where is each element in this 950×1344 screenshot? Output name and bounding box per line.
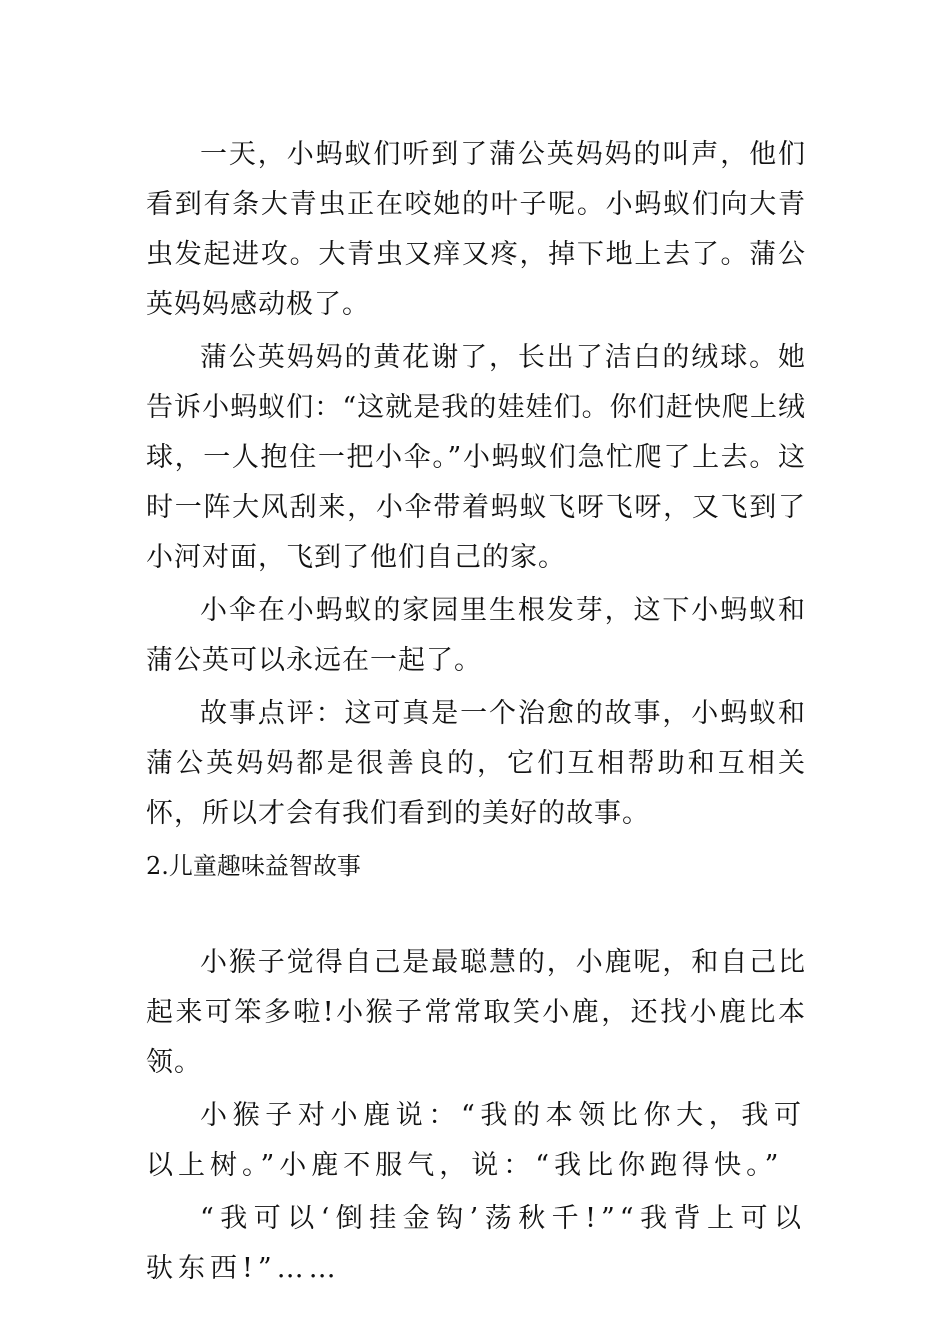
section-heading: 2.儿童趣味益智故事 bbox=[146, 852, 361, 880]
paragraph-monkey-intro: 小猴子觉得自己是最聪慧的，小鹿呢，和自己比起来可笨多啦!小猴子常常取笑小鹿，还找小鹿比本领。 bbox=[146, 947, 806, 1078]
paragraph-umbrella-roots: 小伞在小蚂蚁的家园里生根发芽，这下小蚂蚁和蒲公英可以永远在一起了。 bbox=[146, 595, 806, 676]
paragraph-dandelion-seeds: 蒲公英妈妈的黄花谢了，长出了洁白的绒球。她告诉小蚂蚁们：“这就是我的娃娃们。你们赶快爬上绒球，一人抱住一把小伞。”小蚂蚁们急忙爬了上去。这时一阵大风刮来，小伞带着蚂蚁飞呀飞呀，又飞到了小河对面，飞到了他们自己的家。 bbox=[146, 342, 806, 573]
blank-line bbox=[146, 890, 806, 938]
paragraph-monkey-deer-dialogue: 小猴子对小鹿说：“我的本领比你大，我可以上树。”小鹿不服气，说：“我比你跑得快。” bbox=[146, 1100, 806, 1181]
paragraph-monkey-deer-boast: “我可以‘倒挂金钩’荡秋千!”“我背上可以驮东西!”…… bbox=[146, 1203, 806, 1284]
document-body bbox=[146, 130, 806, 1297]
paragraph-story-comment: 故事点评：这可真是一个治愈的故事，小蚂蚁和蒲公英妈妈都是很善良的，它们互相帮助和互相关怀，所以才会有我们看到的美好的故事。 bbox=[146, 698, 806, 829]
paragraph-ant-attack: 一天，小蚂蚁们听到了蒲公英妈妈的叫声，他们看到有条大青虫正在咬她的叶子呢。小蚂蚁们向大青虫发起进攻。大青虫又痒又疼，掉下地上去了。蒲公英妈妈感动极了。 bbox=[146, 139, 806, 320]
